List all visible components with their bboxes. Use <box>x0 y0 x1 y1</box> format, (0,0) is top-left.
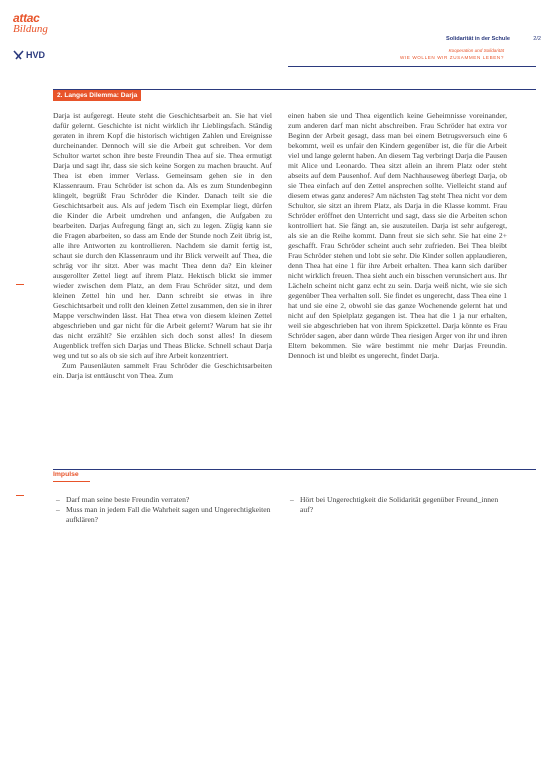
bildung-logo-text: Bildung <box>13 23 48 35</box>
impulse-item: – Hört bei Ungerechtigkeit die Solidarität gegenüber Freund_innen auf? <box>290 495 509 515</box>
margin-mark <box>16 284 24 285</box>
hvd-logo-text: HVD <box>26 50 46 60</box>
story-paragraph: Zum Pausenläuten sammelt Frau Schröder die Geschichtsarbeiten ein. Darja ist enttäuscht von Thea. Zum <box>53 361 272 380</box>
document-subtitle: Kooperation und Solidarität <box>448 48 504 53</box>
story-column-left <box>53 111 272 381</box>
story-paragraph: Darja ist aufgeregt. Heute steht die Geschichtsarbeit an. Sie hat viel dafür gelernt. Geschichte ist nicht wirklich ihr Lieblingsfach. Ständig geraten in ihrem Kopf die historisch wichtigen Zahlen und Ereignisse durcheinander. Dennoch will sie die Arbeit gut schreiben. Vor dem Schultor wartet schon ihre beste Freundin Thea auf sie. Thea ermutigt Darja und sagt ihr, dass sie sich keine Sorgen zu machen braucht. Auf Thea ist eben immer Verlass. Gemeinsam gehen sie in den Klassenraum. Frau Schröder ist schon da. Als es zum Stundenbeginn klingelt, begrüßt Frau Schröder die Kinder. Danach teilt sie die Geschichtsarbeit aus. Als auf jedem Tisch ein Exemplar liegt, dürfen die Kinder die Arbeit umdrehen und anfangen, die Aufgaben zu bearbeiten. Darjas Aufregung fängt an, sich zu legen. Zügig kann sie die Fragen abarbeiten, so dass am Ende der Stunde noch Zeit übrig ist, alle ihre Antworten zu kontrollieren. Nachdem sie damit fertig ist, schaut sie durch den Klassenraum und ihr Blick verweilt auf Thea, die schräg vor ihr sitzt. Aber was macht Thea denn da? Ein kleiner ausgerollter Zettel liegt auf ihrem Platz. Hektisch blickt sie immer wieder zwischen dem Platz, an dem Frau Schröder sitzt, und dem kleinen Zettel hin und her. Dann schreibt sie etwas in ihre Geschichtsarbeit und rollt den kleinen Zettel zusammen, den sie in ihrer Mappe verschwinden lässt. Hat Thea etwa von diesem kleinen Zettel abgeschrieben und gar nicht für die Arbeit gelernt? Warum hat sie ihr das nicht erzählt? Sie erzählen sich doch sonst alles! In diesem Augenblick treffen sich Darjas und Theas Blicke. Schnell schaut Darja weg und tut so als ob sie sich auf ihre Arbeit konzentriert. <box>53 111 272 360</box>
hvd-logo-icon <box>13 50 24 60</box>
margin-mark <box>16 495 24 496</box>
impulse-list-left <box>56 495 275 525</box>
impulse-divider <box>53 469 536 470</box>
impulse-item: – Muss man in jedem Fall die Wahrheit sagen und Ungerechtigkeiten aufklären? <box>56 505 275 525</box>
hvd-logo <box>13 50 45 60</box>
story-paragraph: einen haben sie und Thea eigentlich keine Geheimnisse voreinander, zum anderen darf man nicht abschreiben. Frau Schröder hat extra vor Beginn der Arbeit gesagt, dass man bei einem Betrugsversuch eine 6 bekommt, weil es unfair den Kindern gegenüber ist, die für die Arbeit viel und lange gelernt haben. An diesem Tag verbringt Darja die Pausen mit Alice und Leonardo. Thea sitzt allein an ihrem Platz oder steht abseits auf dem Pausenhof. Auf dem Nachhauseweg überlegt Darja, ob sie Thea einfach auf den Zettel ansprechen sollte. Vielleicht stand auf diesem etwas ganz anderes? Am nächsten Tag steht Thea nicht vor dem Schultor, sie sitzt an ihrem Platz, als Darja in die Klasse kommt. Frau Schröder eröffnet den Unterricht und sagt, dass sie die Arbeiten schon kontrolliert hat. Sie fängt an, sie auszuteilen. Darja ist sehr aufgeregt, als sie an die Reihe kommt. Dann freut sie sich sehr. Sie hat eine 2+ geschafft. Frau Schröder scheint auch sehr zufrieden. Bei Thea bleibt Frau Schröder stehen und lobt sie sehr. Die Kinder sollen applaudieren, denn Thea hat eine 1 für ihre Arbeit erhalten. Thea kann sich darüber nicht wirklich freuen. Thea sieht auch ein bisschen verunsichert aus. Ihr Lächeln scheint nicht ganz echt zu sein. Darja weiß nicht, wie sie sich gegenüber Thea verhalten soll. Sie findet es ungerecht, dass Thea eine 1 hat und sie eine 2, obwohl sie das ganze Wochenende gelernt hat und nicht auf den Spielplatz gegangen ist. Thea hat die 1 ja nur erhalten, weil sie abgeschrieben hat von ihrem Spickzettel. Darja könnte es Frau Schröder sagen, aber dann würde Thea riesigen Ärger von ihr und ihren Eltern bekommen. Sie wäre bestimmt nie mehr Darjas Freundin. Dennoch ist und bleibt es ungerecht, findet Darja. <box>288 111 507 360</box>
page-number: 2/2 <box>533 36 541 42</box>
impulse-item: – Darf man seine beste Freundin verraten? <box>56 495 275 505</box>
document-title: Solidarität in der Schule <box>445 36 510 42</box>
story-column-right <box>288 111 507 361</box>
attac-logo: attac <box>13 11 40 25</box>
impulse-list-right <box>290 495 509 515</box>
impulse-underline <box>53 481 90 482</box>
section-heading: 2. Langes Dilemma: Darja <box>53 90 141 101</box>
impulse-heading: Impulse <box>53 471 79 478</box>
document-tagline: WIE WOLLEN WIR ZUSAMMEN LEBEN? <box>399 55 504 60</box>
header-divider <box>288 66 536 67</box>
